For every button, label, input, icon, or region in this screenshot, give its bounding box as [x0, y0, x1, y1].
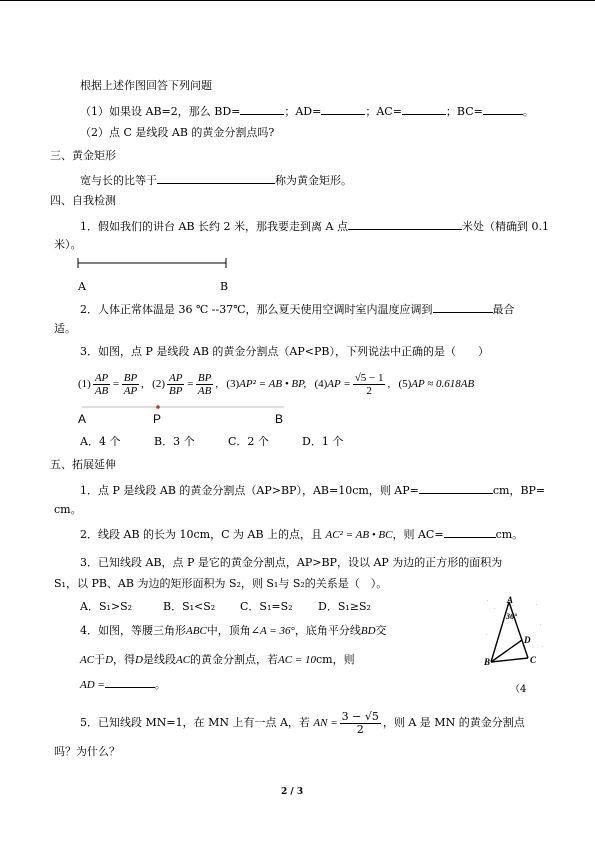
s4-q3-choice-d[interactable]: D．1 个	[302, 435, 344, 448]
s4-q3-options: (1) $\frac{AP}{AB}$ = $\frac{BP}{AP}$ , (2) $\frac{AP}{BP}$ = $\frac{BP}{AB}$ , (3)AP² = AB • BP, (4)AP = $\frac{√5 - 1}{2}$ , (5)AP ≈ 0.618AB	[78, 371, 475, 397]
s5-question-1-cont: cm。	[54, 503, 82, 516]
s4-q3-choice-b[interactable]: B．3 个	[154, 435, 195, 448]
s5-q3-choice-b[interactable]: B．S₁<S₂	[163, 600, 216, 613]
section-3-title: 三、黄金矩形	[50, 149, 116, 162]
frac-bp-ap: $\frac{BP}{AP}$	[123, 371, 138, 397]
s5-question-4-line2: AC于D，得D是线段AC的黄金分割点，若AC = 10cm，则	[80, 653, 355, 666]
triangle-label-c: C	[530, 655, 537, 665]
s5-question-5-cont: 吗？为什么？	[54, 745, 120, 758]
section-4-title: 四、自我检测	[50, 194, 116, 207]
s4-q3-choice-a[interactable]: A．4 个	[80, 435, 121, 448]
s5-question-5: 5．已知线段 MN=1，在 MN 上有一点 A，若 AN = $\frac{3 - √5}{2}$ ，则 A 是 MN 的黄金分割点	[80, 709, 525, 736]
triangle-label-d: D	[524, 635, 531, 645]
segment-apb-figure	[80, 403, 290, 411]
blank-temperature[interactable]	[433, 301, 493, 313]
frac-3-minus-root5: $\frac{3 - √5}{2}$	[341, 709, 379, 736]
line-label-b: B	[275, 412, 284, 426]
intro-text: 根据上述作图回答下列问题	[80, 79, 212, 92]
s5-q3-choice-c[interactable]: C．S₁=S₂	[240, 600, 293, 613]
s4-question-1-cont: 米）。	[54, 238, 82, 251]
s4-q3-choice-c[interactable]: C．2 个	[228, 435, 269, 448]
s4-question-1: 1．假如我们的讲台 AB 长约 2 米，那我要走到离 A 点 米处（精确到 0.1	[80, 220, 549, 233]
triangle-angle-label: 36°	[506, 612, 518, 621]
frac-golden: $\frac{√5 - 1}{2}$	[354, 371, 384, 397]
s4-question-2-cont: 适。	[54, 322, 76, 335]
s5-q3-choice-a[interactable]: A．S₁>S₂	[80, 600, 133, 613]
blank-ad2[interactable]	[105, 676, 155, 688]
s5-q3-choice-d[interactable]: D．S₁≥S₂	[318, 600, 371, 613]
section-5-title: 五、拓展延伸	[50, 458, 116, 471]
blank-distance[interactable]	[348, 218, 462, 230]
triangle-figure	[482, 594, 552, 674]
frac-bp-ab: $\frac{BP}{AB}$	[197, 371, 212, 397]
blank-ac[interactable]	[402, 103, 446, 115]
section-3-text: 宽与长的比等于 称为黄金矩形。	[80, 174, 352, 187]
blank-ac2[interactable]	[444, 526, 496, 538]
blank-ap[interactable]	[419, 482, 493, 494]
triangle-label-a: A	[507, 595, 514, 605]
s5-question-2: 2．线段 AB 的长为 10cm，C 为 AB 上的点，且 AC² = AB • BC，则 AC= cm。	[80, 528, 524, 541]
s4-question-3: 3．如图，点 P 是线段 AB 的黄金分割点（AP<PB），下列说法中正确的是（ ）	[80, 345, 489, 358]
triangle-label-b: B	[484, 657, 491, 667]
blank-ratio[interactable]	[157, 172, 275, 184]
s5-question-4-line3: AD = 。	[80, 678, 166, 691]
top-rule	[0, 0, 595, 1]
line-label-a: A	[78, 412, 87, 426]
s4-question-2: 2．人体正常体温是 36 ℃ --37℃，那么夏天使用空调时室内温度应调到 最合	[80, 303, 515, 316]
s5-question-3: 3．已知线段 AB，点 P 是它的黄金分割点，AP>BP，设以 AP 为边的正方形的面积为	[80, 556, 503, 569]
blank-bc[interactable]	[483, 103, 523, 115]
s5-question-1: 1．点 P 是线段 AB 的黄金分割点（AP>BP），AB=10cm，则 AP= cm，BP=	[80, 484, 546, 497]
line-label-p: P	[153, 412, 162, 426]
blank-bd[interactable]	[240, 103, 284, 115]
frac-ap-bp: $\frac{AP}{BP}$	[169, 371, 183, 397]
s5-question-3-cont: S₁，以 PB、AB 为边的矩形面积为 S₂，则 S₁与 S₂的关系是（ ）。	[54, 577, 388, 590]
question-1-line: （1）如果设 AB=2，那么 BD= ；AD= ；AC= ；BC= 。	[80, 105, 534, 118]
segment-ab-figure	[74, 255, 234, 271]
blank-ad[interactable]	[321, 103, 365, 115]
s5-question-4: 4．如图，等腰三角形ABC中，顶角∠A = 36°，底角平分线BD交	[80, 624, 387, 637]
question-2-line: （2）点 C 是线段 AB 的黄金分割点吗?	[80, 126, 275, 139]
frac-ap-ab: $\frac{AP}{AB}$	[94, 371, 109, 397]
triangle-caption: （4	[510, 684, 527, 695]
page-number: 2 / 3	[281, 787, 304, 797]
segment-label-b: B	[220, 280, 229, 293]
segment-label-a: A	[78, 280, 86, 293]
